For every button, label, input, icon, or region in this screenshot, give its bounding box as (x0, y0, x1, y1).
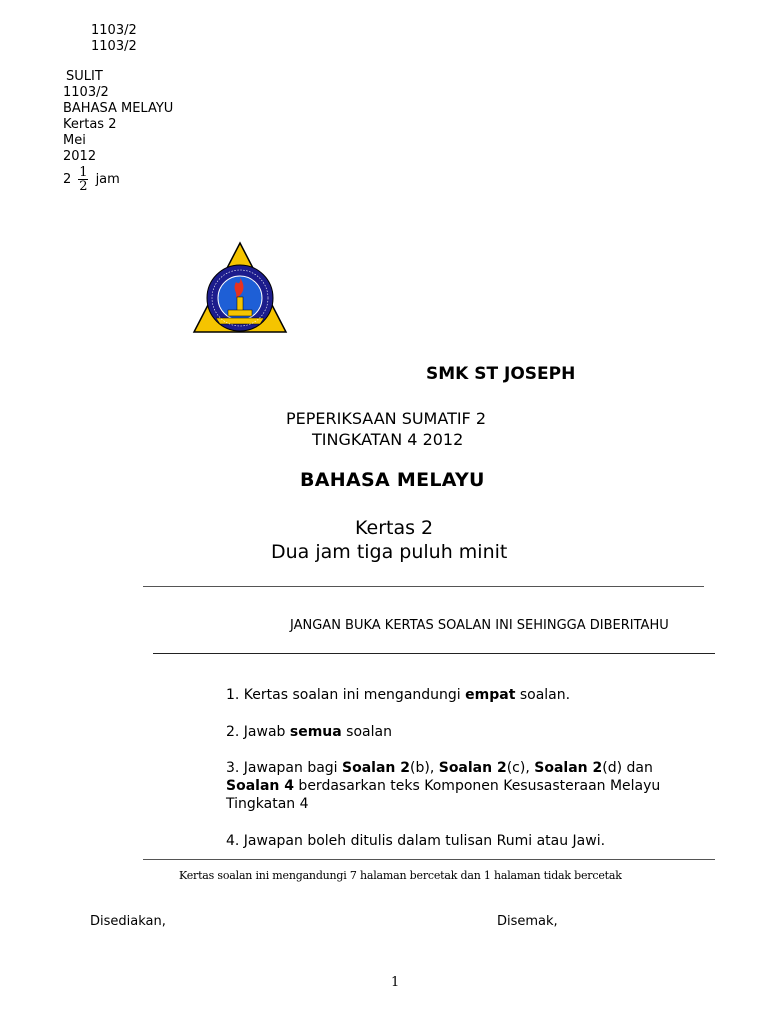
meta-paper: Kertas 2 (63, 117, 117, 132)
meta-month: Mei (63, 133, 86, 148)
meta-block (63, 69, 173, 193)
divider-3 (143, 859, 715, 860)
school-name: SMK ST JOSEPH (426, 364, 576, 384)
divider-1 (143, 586, 704, 587)
duration-unit: jam (95, 171, 120, 187)
duration-whole: 2 (63, 171, 72, 187)
instruction-3: 3. Jawapan bagi Soalan 2(b), Soalan 2(c), Soalan 2(d) dan Soalan 4 berdasarkan teks Komponen Kesusasteraan Melayu Tingkatan 4 (226, 760, 661, 812)
paper-title: Kertas 2 (355, 517, 434, 539)
duration-numerator: 1 (79, 165, 88, 180)
header-code-1: 1103/2 (91, 23, 137, 38)
meta-subject: BAHASA MELAYU (63, 101, 174, 116)
exam-title-line-2: TINGKATAN 4 2012 (312, 430, 464, 449)
divider-2 (153, 653, 715, 654)
instruction-2: 2. Jawab semua soalan (226, 724, 392, 740)
header-code-2: 1103/2 (91, 39, 137, 54)
meta-code: 1103/2 (63, 85, 109, 100)
subject-title: BAHASA MELAYU (300, 469, 485, 491)
checked-by-label: Disemak, (497, 914, 558, 929)
duration-text: Dua jam tiga puluh minit (271, 541, 508, 563)
meta-year: 2012 (63, 149, 97, 164)
instruction-4: 4. Jawapan boleh ditulis dalam tulisan Rumi atau Jawi. (226, 833, 606, 849)
school-logo (192, 240, 288, 336)
page-number: 1 (391, 975, 400, 990)
duration-fraction (77, 166, 89, 193)
prepared-by-label: Disediakan, (90, 914, 166, 929)
exam-title-line-1: PEPERIKSAAN SUMATIF 2 (286, 409, 487, 428)
meta-duration (63, 166, 173, 193)
page-count-note: Kertas soalan ini mengandungi 7 halaman bercetak dan 1 halaman tidak bercetak (179, 869, 622, 882)
duration-denominator: 2 (79, 179, 88, 194)
warning-text: JANGAN BUKA KERTAS SOALAN INI SEHINGGA DIBERITAHU (290, 618, 669, 633)
instruction-1: 1. Kertas soalan ini mengandungi empat soalan. (226, 687, 571, 703)
classification: SULIT (66, 69, 103, 84)
